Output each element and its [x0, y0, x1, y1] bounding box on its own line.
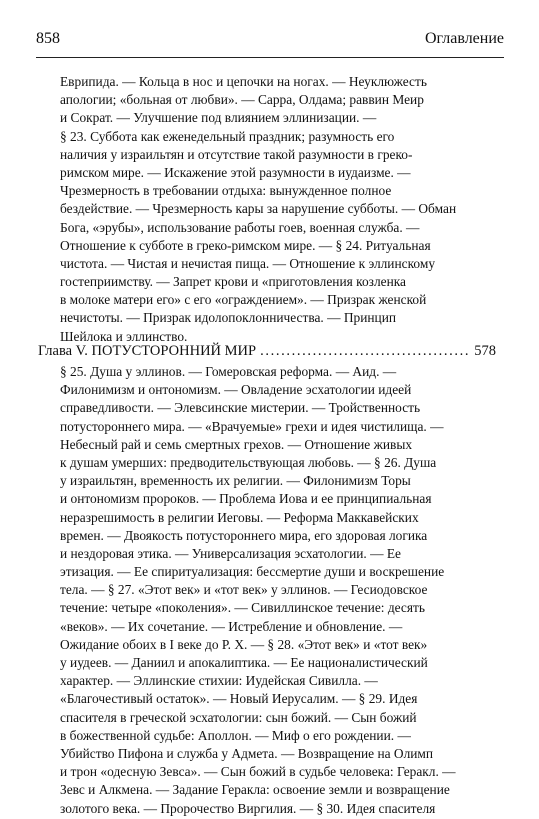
- text-line: и трон «одесную Зевса». — Сын божий в судьбе человека: Геракл. —: [60, 764, 456, 780]
- text-line: у иудеев. — Даниил и апокалиптика. — Ее националистический: [60, 655, 428, 670]
- text-line: у израильтян, временность их религии. — Филонимизм Торы: [60, 473, 411, 489]
- text-line: «веков». — Их сочетание. — Истребление и обновление. —: [60, 618, 403, 634]
- text-line: спасителя в греческой эсхатологии: сын божий. — Сын божий: [60, 709, 417, 725]
- chapter-heading: [38, 342, 496, 360]
- text-line: Чрезмерность в требовании отдыха: вынужденное полное: [60, 183, 392, 199]
- text-line: и онтономизм пророков. — Проблема Иова и ее принципиальная: [60, 491, 432, 507]
- text-line: Ожидание обоих в I веке до Р. Х. — § 28. «Этот век» и «тот век»: [60, 636, 428, 652]
- text-line: Шейлока и эллинство.: [60, 328, 188, 344]
- text-line: Филонимизм и онтономизм. — Овладение эсхатологии идеей: [60, 382, 412, 398]
- text-line: этизация. — Ее спиритуализация: бессмертие души и воскрешение: [60, 564, 445, 580]
- text-line: Отношение к субботе в греко-римском мире. — § 24. Ритуальная: [60, 237, 431, 253]
- text-line: потустороннего мира. — «Врачуемые» грехи и идея чистилища. —: [60, 418, 444, 434]
- text-line: Еврипида. — Кольца в нос и цепочки на ногах. — Неуклюжесть: [60, 74, 427, 89]
- text-line: чистота. — Чистая и нечистая пища. — Отношение к эллинскому: [60, 255, 436, 271]
- text-line: в божественной судьбе: Аполлон. — Миф о его рождении. —: [60, 727, 411, 743]
- dot-leader: [260, 342, 470, 360]
- page-header: [36, 30, 504, 52]
- text-line: к душам умерших: предводительствующая любовь. — § 26. Душа: [60, 454, 437, 470]
- text-line: характер. — Эллинские стихии: Иудейская Сивилла. —: [60, 673, 378, 689]
- chapter-page: 578: [474, 343, 496, 359]
- text-line: тела. — § 27. «Этот век» и «тот век» у эллинов. — Гесиодовское: [60, 582, 428, 598]
- chapter-contents: [60, 363, 500, 818]
- running-title: Оглавление: [424, 30, 504, 47]
- text-line: нечистоты. — Призрак идолопоклонничества. — Принцип: [60, 310, 397, 326]
- text-line: в молоке матери его» с его «ограждением». — Призрак женской: [60, 292, 427, 308]
- text-line: § 25. Душа у эллинов. — Гомеровская реформа. — Аид. —: [60, 364, 397, 379]
- page-number: 858: [36, 30, 60, 47]
- text-line: гостеприимству. — Запрет крови и «приготовления козленка: [60, 274, 406, 290]
- text-line: Зевс и Алкмена. — Задание Геракла: освоение земли и возвращение: [60, 782, 450, 798]
- text-line: наличия у израильтян и отсутствие такой разумности в греко-: [60, 146, 413, 162]
- text-line: «Благочестивый остаток». — Новый Иерусалим. — § 29. Идея: [60, 691, 418, 707]
- text-line: и нездоровая этика. — Универсализация эсхатологии. — Ее: [60, 545, 401, 561]
- text-line: апологии; «больная от любви». — Сарра, Олдама; раввин Меир: [60, 92, 424, 108]
- text-line: § 23. Суббота как еженедельный праздник; разумность его: [60, 128, 395, 144]
- text-line: течение: четыре «поколения». — Сивиллинское течение: десять: [60, 600, 425, 616]
- text-line: и Сократ. — Улучшение под влиянием эллинизации. —: [60, 110, 377, 126]
- text-line: бездействие. — Чрезмерность кары за нарушение субботы. — Обман: [60, 201, 457, 217]
- text-line: неразрешимость в религии Иеговы. — Реформа Маккавейских: [60, 509, 419, 525]
- text-line: справедливости. — Элевсинские мистерии. — Тройственность: [60, 400, 421, 416]
- chapter-title: Глава V. ПОТУСТОРОННИЙ МИР: [38, 343, 257, 359]
- text-line: Бога, «эрубы», использование работы гоев, военная служба. —: [60, 219, 420, 235]
- toc-entry-continued: [60, 73, 500, 346]
- text-line: времен. — Двоякость потустороннего мира, его здоровая логика: [60, 527, 428, 543]
- text-line: золотого века. — Пророчество Виргилия. — § 30. Идея спасителя: [60, 800, 436, 816]
- text-line: римском мире. — Искажение этой разумности в иудаизме. —: [60, 164, 411, 180]
- header-rule: [36, 57, 504, 58]
- text-line: Убийство Пифона и служба у Адмета. — Возвращение на Олимп: [60, 745, 434, 761]
- text-line: Небесный рай и семь смертных грехов. — Отношение живых: [60, 436, 413, 452]
